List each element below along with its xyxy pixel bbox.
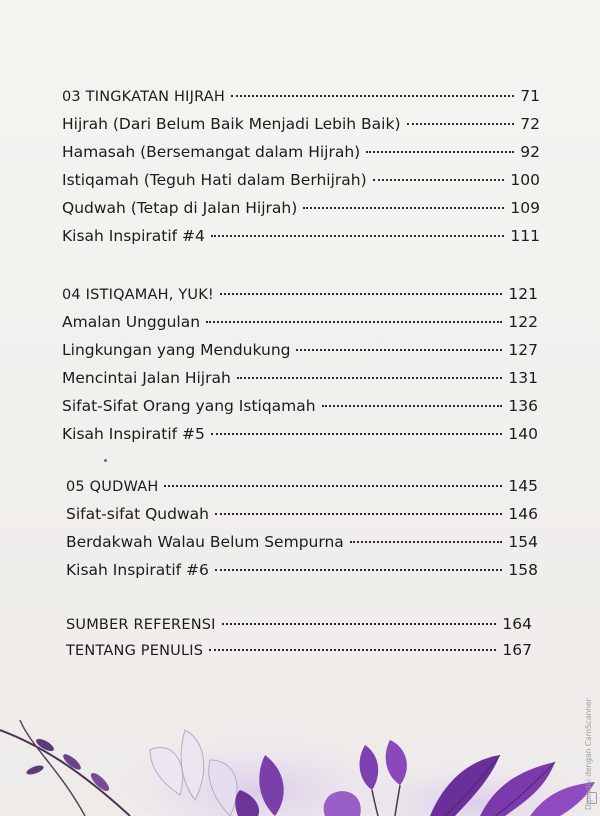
dot-leader xyxy=(164,485,502,487)
dot-leader xyxy=(209,649,496,651)
toc-entry-page: 121 xyxy=(508,285,538,303)
dot-leader xyxy=(211,235,505,237)
toc-entry-title: Amalan Unggulan xyxy=(62,313,201,331)
toc-entry xyxy=(62,114,540,134)
toc-entry-page: 146 xyxy=(508,505,538,523)
stray-mark xyxy=(104,459,107,462)
toc-entry xyxy=(62,86,540,107)
toc-entry xyxy=(66,560,538,580)
toc-entry xyxy=(62,368,538,388)
toc-entry-page: 111 xyxy=(510,227,540,245)
toc-entry-title: Mencintai Jalan Hijrah xyxy=(62,369,231,387)
toc-entry-page: 140 xyxy=(508,425,538,443)
toc-entry-page: 136 xyxy=(508,397,538,415)
toc-entry-page: 164 xyxy=(502,615,532,633)
dot-leader xyxy=(303,207,504,209)
toc-entry-title: Berdakwah Walau Belum Sempurna xyxy=(66,533,344,551)
dot-leader xyxy=(231,95,514,97)
toc-entry xyxy=(66,614,532,635)
floral-decoration xyxy=(0,700,600,816)
toc-entry-title: Kisah Inspiratif #6 xyxy=(66,561,209,579)
toc-entry xyxy=(62,284,538,305)
dot-leader xyxy=(237,377,503,379)
toc-entry-page: 127 xyxy=(508,341,538,359)
toc-entry xyxy=(62,198,540,218)
toc-entry-page: 167 xyxy=(502,641,532,659)
toc-entry-page: 71 xyxy=(520,87,540,105)
toc-entry xyxy=(62,142,540,162)
dot-leader xyxy=(407,123,515,125)
toc-entry xyxy=(62,226,540,246)
toc-entry xyxy=(62,396,538,416)
toc-entry-page: 145 xyxy=(508,477,538,495)
toc-entry xyxy=(66,504,538,524)
toc-entry-title: Istiqamah (Teguh Hati dalam Berhijrah) xyxy=(62,171,367,189)
toc-entry-title: SUMBER REFERENSI xyxy=(66,617,216,633)
toc-entry-title: 03 TINGKATAN HIJRAH xyxy=(62,89,225,105)
branch-left xyxy=(0,730,130,816)
toc-entry-title: Hijrah (Dari Belum Baik Menjadi Lebih Baik) xyxy=(62,115,401,133)
toc-entry-title: 05 QUDWAH xyxy=(66,479,159,495)
dot-leader xyxy=(296,349,502,351)
toc-entry xyxy=(66,532,538,552)
toc-entry-page: 158 xyxy=(508,561,538,579)
camscanner-icon xyxy=(587,792,597,804)
toc-entry xyxy=(62,340,538,360)
toc-entry-title: Kisah Inspiratif #5 xyxy=(62,425,205,443)
toc-entry xyxy=(66,476,538,497)
toc-entry-page: 131 xyxy=(508,369,538,387)
dot-leader xyxy=(215,569,503,571)
toc-entry-title: TENTANG PENULIS xyxy=(66,643,204,659)
dot-leader xyxy=(366,151,514,153)
scanner-watermark: Dipindai dengan CamScanner xyxy=(584,698,593,810)
toc-entry xyxy=(62,312,538,332)
toc-entry-page: 109 xyxy=(510,199,540,217)
toc-entry-title: 04 ISTIQAMAH, YUK! xyxy=(62,287,214,303)
dot-leader xyxy=(215,513,502,515)
toc-entry-title: Qudwah (Tetap di Jalan Hijrah) xyxy=(62,199,298,217)
dot-leader xyxy=(350,541,503,543)
dot-leader xyxy=(206,321,502,323)
dot-leader xyxy=(211,433,503,435)
toc-entry-page: 72 xyxy=(520,115,540,133)
toc-entry-title: Kisah Inspiratif #4 xyxy=(62,227,205,245)
toc-entry xyxy=(62,170,540,190)
toc-entry-title: Sifat-Sifat Orang yang Istiqamah xyxy=(62,397,316,415)
toc-entry-title: Sifat-sifat Qudwah xyxy=(66,505,209,523)
toc-entry-title: Hamasah (Bersemangat dalam Hijrah) xyxy=(62,143,361,161)
toc-entry-page: 92 xyxy=(520,143,540,161)
dot-leader xyxy=(222,623,497,625)
toc-entry-page: 100 xyxy=(510,171,540,189)
dot-leader xyxy=(220,293,502,295)
toc-entry-title: Lingkungan yang Mendukung xyxy=(62,341,291,359)
toc-entry xyxy=(66,640,532,661)
toc-entry-page: 122 xyxy=(508,313,538,331)
dot-leader xyxy=(373,179,505,181)
toc-entry xyxy=(62,424,538,444)
dot-leader xyxy=(322,405,503,407)
toc-entry-page: 154 xyxy=(508,533,538,551)
